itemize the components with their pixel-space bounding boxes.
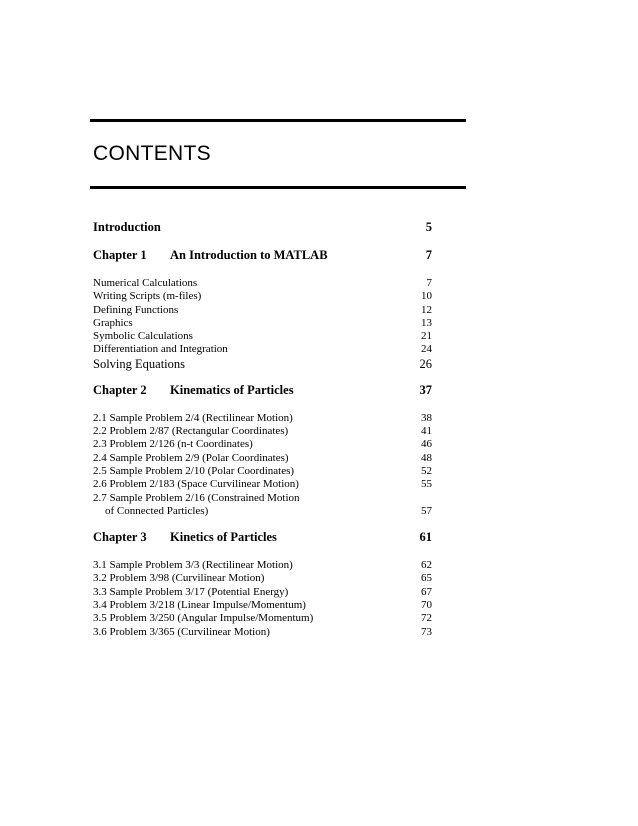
toc-item [93,330,432,343]
toc-item-title: 3.6 Problem 3/365 (Curvilinear Motion) [93,625,270,638]
toc-item [93,425,432,438]
toc-item [93,290,432,303]
toc-item [93,586,432,599]
toc-item-page: 65 [421,572,432,585]
toc-item [93,277,432,290]
toc-item-page: 10 [421,290,432,303]
toc-item-title: 2.5 Sample Problem 2/10 (Polar Coordinates) [93,464,295,477]
toc-item-page: 52 [421,464,432,477]
toc-chapter-row [93,248,432,268]
toc-item-title: 2.2 Problem 2/87 (Rectangular Coordinates) [93,425,289,438]
chapter-label: Chapter 2 [93,382,147,397]
toc-item-page: 46 [421,438,432,451]
toc-item [93,478,432,491]
toc-item [93,612,432,625]
toc-item-page: 72 [421,612,432,625]
toc-item-title: Numerical Calculations [93,277,198,289]
toc-item-page: 7 [426,277,432,289]
toc-item-page: 12 [421,303,432,316]
toc-item-title: of Connected Particles) [105,504,209,517]
toc-item-title: Writing Scripts (m-files) [93,290,202,303]
chapter-title: An Introduction to MATLAB [170,248,328,262]
toc-item-page: 41 [421,425,432,438]
toc-item-page: 13 [421,316,432,329]
toc-item-title: 3.3 Sample Problem 3/17 (Potential Energy) [93,585,289,598]
chapter-label: Chapter 1 [93,248,147,262]
bottom-rule [90,186,466,189]
toc-item-title: 3.5 Problem 3/250 (Angular Impulse/Momentum) [93,612,314,625]
toc-item [93,626,432,639]
toc-item [93,492,432,505]
chapter-page: 37 [419,382,432,397]
top-rule [90,119,466,122]
toc-item [93,412,432,425]
toc-item-title: 2.7 Sample Problem 2/16 (Constrained Motion [93,491,300,504]
toc-item-title: 2.4 Sample Problem 2/9 (Polar Coordinates) [93,451,289,464]
toc-chapter-row [93,530,432,550]
toc-item-page: 73 [421,625,432,638]
toc-item-page: 67 [421,585,432,598]
toc-item-title: Defining Functions [93,303,179,316]
toc-item [93,505,432,518]
chapter-label: Chapter 3 [93,530,147,545]
toc-chapter-row [93,383,432,403]
chapter-title: Kinematics of Particles [170,382,294,397]
table-of-contents [93,220,432,639]
toc-item-title: Solving Equations [93,356,186,371]
toc-item-page: 26 [419,356,432,371]
toc-intro-row [93,220,432,240]
toc-item [93,599,432,612]
toc-item-title: Differentiation and Integration [93,343,228,356]
toc-item [93,572,432,585]
toc-item-page: 55 [421,478,432,491]
toc-item-page: 70 [421,599,432,612]
toc-item-title: 3.4 Problem 3/218 (Linear Impulse/Momentum) [93,599,306,612]
toc-item-page: 24 [421,343,432,356]
toc-item-page: 48 [421,451,432,464]
page-title: CONTENTS [93,142,211,165]
chapter-page: 61 [419,530,432,545]
toc-item [93,438,432,451]
toc-item-title: Symbolic Calculations [93,330,193,343]
toc-item-page: 57 [421,504,432,517]
toc-item-title: 3.1 Sample Problem 3/3 (Rectilinear Motion) [93,559,293,572]
toc-item [93,465,432,478]
toc-item [93,559,432,572]
toc-item-title: 2.3 Problem 2/126 (n-t Coordinates) [93,438,253,451]
toc-item-title: 2.6 Problem 2/183 (Space Curvilinear Motion) [93,478,299,491]
toc-item [93,452,432,465]
toc-item-title: 2.1 Sample Problem 2/4 (Rectilinear Motion) [93,411,293,424]
toc-intro-page: 5 [425,220,432,234]
chapter-page: 7 [425,248,432,262]
toc-item-title: Graphics [93,316,133,329]
toc-item-page: 38 [421,411,432,424]
toc-item [93,317,432,330]
toc-item [93,357,432,371]
toc-item-page: 62 [421,559,432,572]
toc-intro-title: Introduction [93,220,161,234]
toc-item [93,304,432,317]
toc-item [93,343,432,356]
toc-item-title: 3.2 Problem 3/98 (Curvilinear Motion) [93,572,265,585]
chapter-title: Kinetics of Particles [170,530,277,545]
toc-item-page: 21 [421,330,432,343]
